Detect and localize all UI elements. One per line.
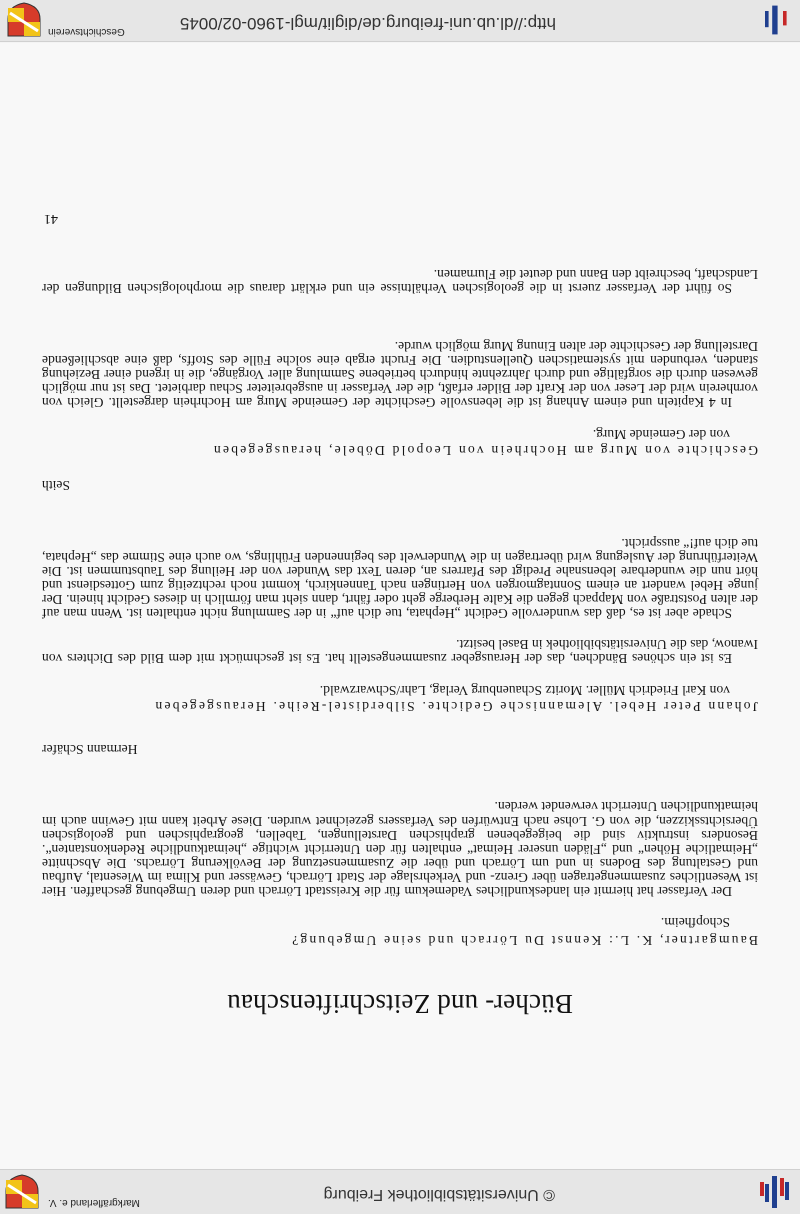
- copyright-notice: © Universitätsbibliothek Freiburg: [323, 1186, 555, 1203]
- page-heading: Bücher- und Zeitschriftenschau: [227, 989, 573, 1019]
- review-3-entry: Geschichte von Murg am Hochrhein von Leopold Döbele, herausgegeben: [211, 443, 758, 458]
- review-1-place: Schopfheim.: [660, 915, 730, 930]
- scanned-page: [0, 43, 800, 1169]
- document-url-link[interactable]: http://dl.ub.uni-freiburg.de/diglit/mgl-1960-02/0045: [179, 14, 556, 33]
- review-2-paragraph-2: Schade aber ist es, daß das wundervolle Gedicht „Hephata, tue dich auf“ in der Sammlung nicht enthalten ist. Wenn man auf der alten Poststraße von Mappach gegen die Kalte Herberge geht oder fährt, dann sieht man förmlich in dieses Gedicht hinein. Der junge Hebel wandert an einem Sonntagmorgen von Hertingen nach Tannenkirch, kommt noch rechtzeitig zum Gottesdienst und hört nun die wunderbare lebensnahe Predigt des Pfarrers an, deren Text das Wunder von der Heilung des Taubstummen ist. Die Weiterführung der Auslegung wird übertragen in die Wunderwelt des beginnenden Frühlings, wo auch eine Stimme das „Hephata, tue dich auf!“ ausspricht.: [42, 535, 758, 621]
- review-3-publisher: von der Gemeinde Murg.: [592, 427, 730, 442]
- university-library-logo-icon: [754, 1174, 794, 1210]
- crest-icon: [4, 1, 44, 39]
- review-2-editor: von Karl Friedrich Müller. Moritz Schauenburg Verlag, Lahr/Schwarzwald.: [319, 683, 730, 698]
- crest-icon: [2, 1173, 42, 1211]
- ub-mark-icon: [756, 3, 792, 37]
- review-3-paragraph-1: In 4 Kapiteln und einem Anhang ist die lebensvolle Geschichte der Gemeinde Murg am Hochrhein dargestellt. Gleich von vornherein wird der Leser von der Kraft der Bilder erfaßt, die der Verfasser in ausgebreiteter Schau darbietet. Das ist nur möglich gewesen durch die sorgfältige und durch Jahrzehnte hindurch betriebene Sammlung aller Vorgänge, die in irgend einer Beziehung standen, verbunden mit systematischen Quellenstudien. Die Frucht ergab eine solche Fülle des Stoffs, daß eine abschließende Darstellung der Geschichte der alten Einung Murg möglich wurde.: [42, 338, 758, 410]
- footer-bar: [0, 0, 800, 42]
- review-3-paragraph-2: So führt der Verfasser zuerst in die geologischen Verhältnisse ein und erklärt daraus die morphologischen Bildungen der Landschaft, beschreibt den Bann und deutet die Flurnamen.: [42, 266, 758, 296]
- review-1-body: Der Verfasser hat hiermit ein landeskundliches Vademekum für die Kreisstadt Lörrach und deren Umgebung geschaffen. Hier ist Wesentliches zusammengetragen über Grenz- und Verkehrslage der Stadt Lörrach, Gewässer und Klima im Wiesental, Aufbau und Gestaltung des Bodens in und um Lörrach und über die Zusammensetzung der Bevölkerung Lörrachs. Die Abschnitte „Heimatliche Höhen“ und „Fläden unserer Heimat“ enthalten für den Unterricht wichtige „heimatkundliche Redenkonstanten“. Besonders instruktiv sind die beigegebenen graphischen Darstellungen, Tabellen, geographischen und geologischen Übersichtsskizzen, die von G. Lohse nach Entwürfen des Verfassers gezeichnet wurden. Diese Arbeit kann mit Gewinn auch im heimatkundlichen Unterricht verwendet werden.: [42, 799, 758, 899]
- review-2-reviewer: Seith: [42, 478, 70, 493]
- review-2-entry: Johann Peter Hebel. Alemannische Gedichte. Silberdistel-Reihe. Herausgegeben: [153, 699, 758, 714]
- page-number: 41: [44, 211, 58, 226]
- review-2-paragraph-1: Es ist ein schönes Bändchen, das der Herausgeber zusammengestellt hat. Es ist geschmückt mit dem Bild des Dichters von Iwanow, das die Universitätsbibliothek in Basel besitzt.: [42, 636, 758, 666]
- header-bar: [0, 1169, 800, 1214]
- association-name: Markgräflerland e. V.: [48, 1197, 140, 1208]
- review-1-entry: Baumgartner, K. L.: Kennst Du Lörrach und seine Umgebung?: [289, 933, 758, 948]
- association-short-name: Geschichtsverein: [48, 26, 125, 37]
- review-1-reviewer: Hermann Schäfer: [42, 742, 138, 757]
